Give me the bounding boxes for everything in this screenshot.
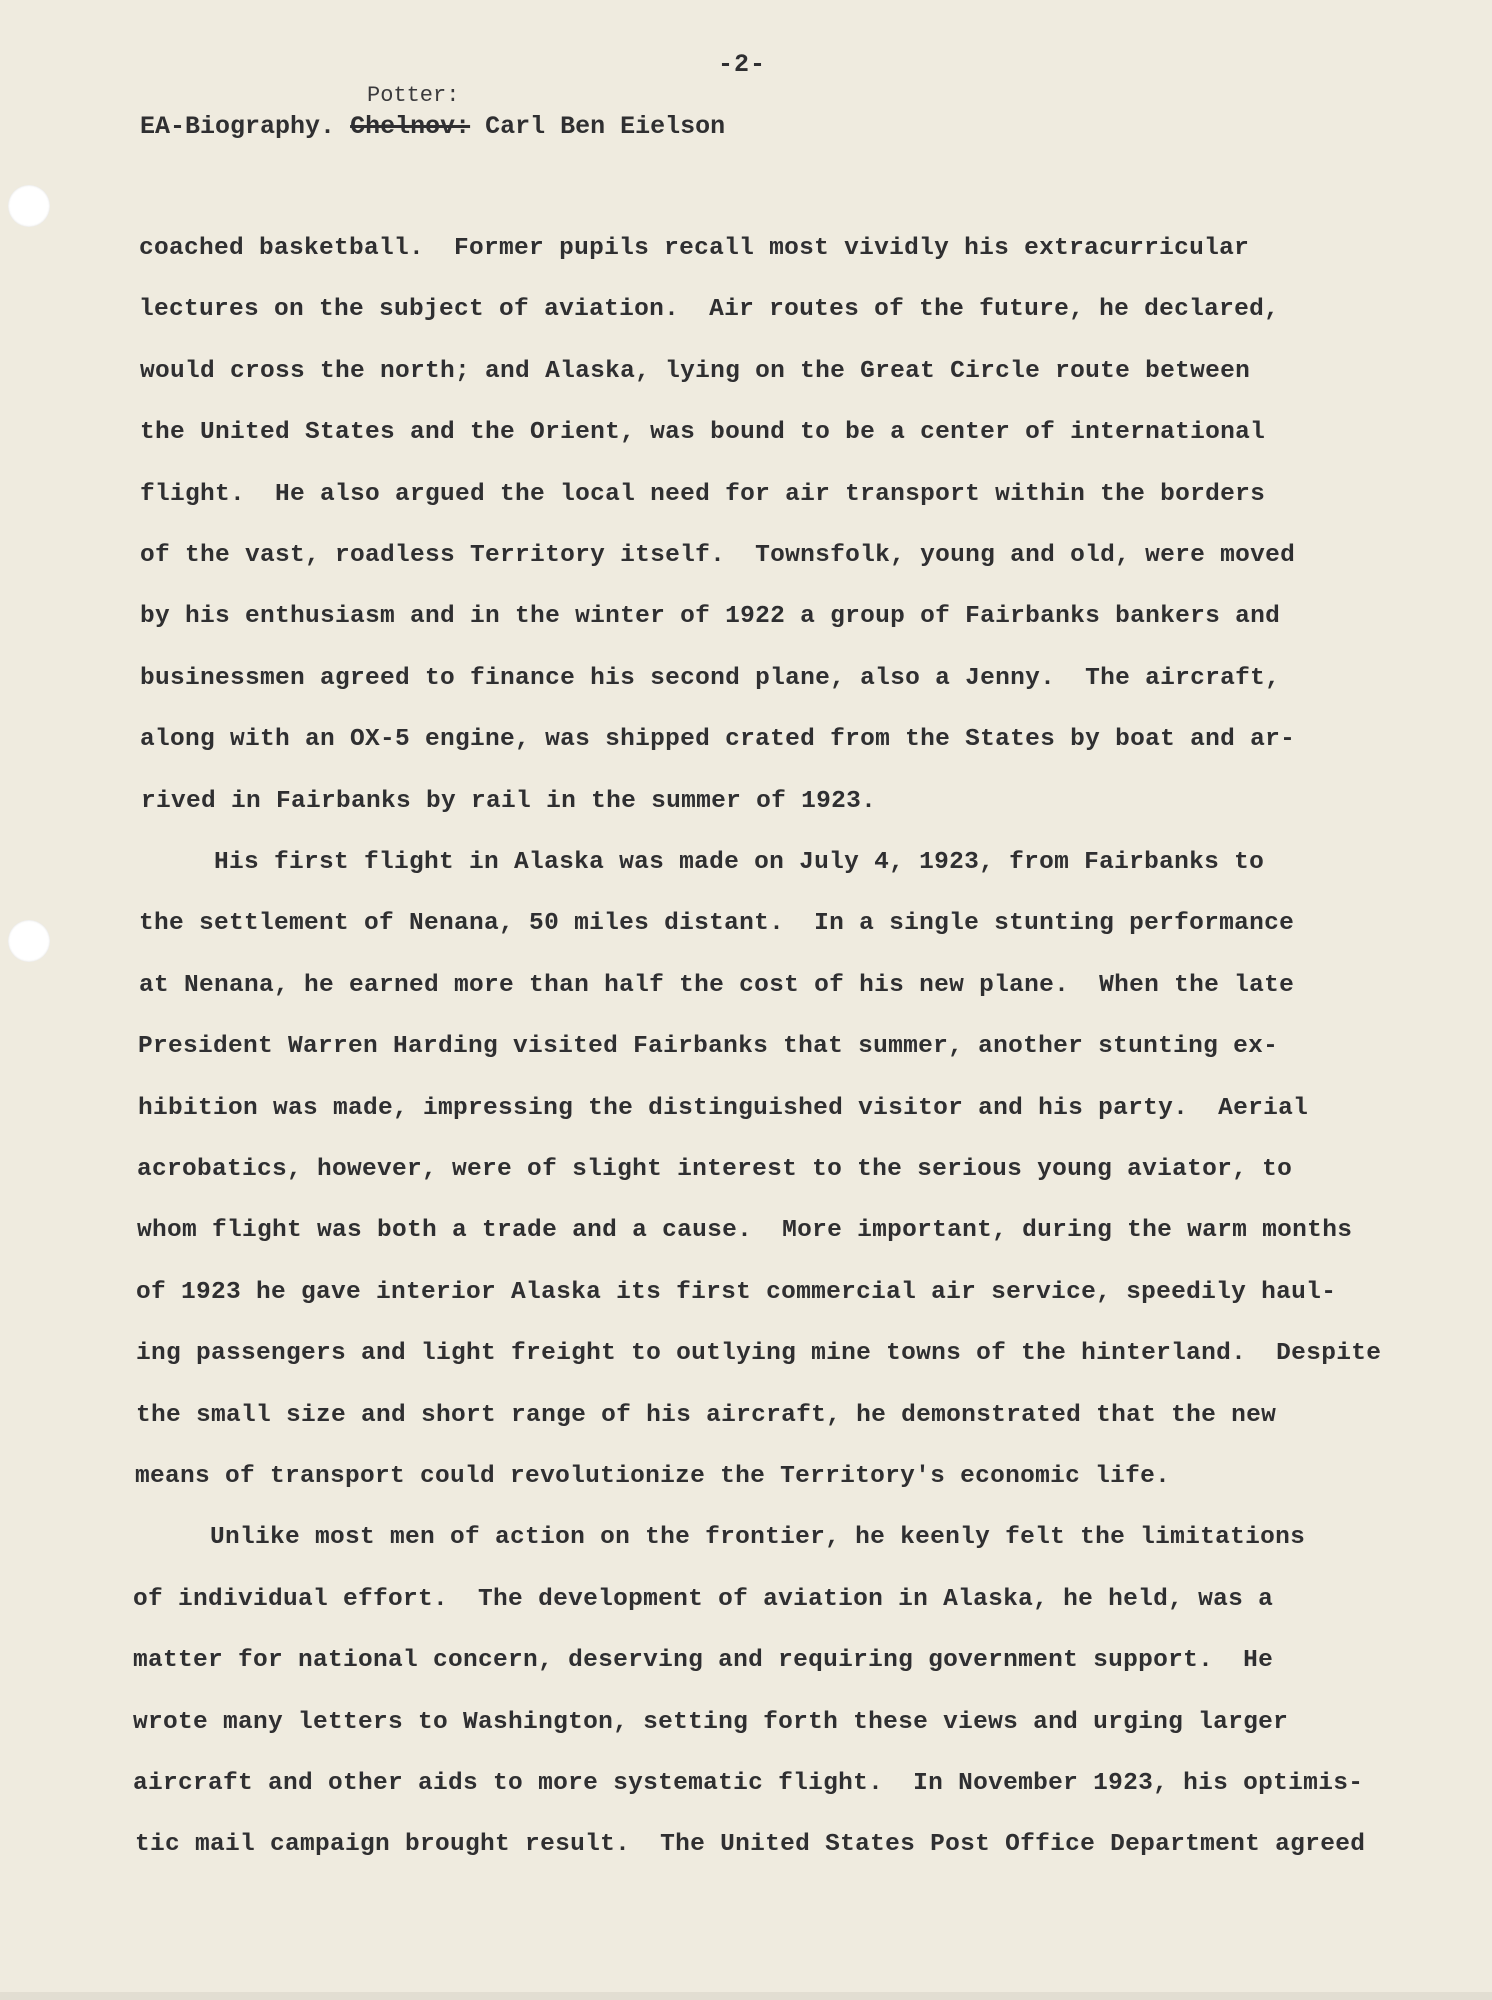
header-subject: Carl Ben Eielson [485,112,726,141]
text-line: wrote many letters to Washington, setting forth these views and urging larger [133,1708,1289,1736]
text-line: the settlement of Nenana, 50 miles distant. In a single stunting performance [139,910,1295,938]
text-line: coached basketball. Former pupils recall most vividly his extracurricular [139,235,1250,262]
text-line: at Nenana, he earned more than half the cost of his new plane. When the late [139,971,1295,999]
text-line: would cross the north; and Alaska, lying on the Great Circle route between [140,357,1251,385]
text-line: His first flight in Alaska was made on July 4, 1923, from Fairbanks to [139,849,1265,876]
header-prefix: EA-Biography. [140,112,336,141]
punch-hole-top [8,185,50,227]
text-line: of 1923 he gave interior Alaska its first commercial air service, speedily haul- [136,1278,1337,1306]
text-line: the United States and the Orient, was bound to be a center of international [140,419,1266,447]
punch-hole-middle [8,920,50,962]
text-line: lectures on the subject of aviation. Air routes of the future, he declared, [139,296,1280,324]
text-line: businessmen agreed to finance his second plane, also a Jenny. The aircraft, [140,664,1281,692]
text-line: Unlike most men of action on the frontier, he keenly felt the limitations [135,1524,1306,1552]
text-line: matter for national concern, deserving and requiring government support. He [133,1647,1274,1675]
text-line: of the vast, roadless Territory itself. Townsfolk, young and old, were moved [140,542,1296,569]
text-line: rived in Fairbanks by rail in the summer of 1923. [141,787,877,815]
text-line: President Warren Harding visited Fairbanks that summer, another stunting ex- [138,1033,1279,1061]
text-line: whom flight was both a trade and a cause. More important, during the warm months [137,1217,1353,1245]
text-line: hibition was made, impressing the distinguished visitor and his party. Aerial [138,1094,1309,1122]
page-bottom-edge [0,1992,1492,2000]
text-line: acrobatics, however, were of slight interest to the serious young aviator, to [137,1156,1293,1183]
document-header [140,112,725,141]
page-number: -2- [718,50,767,79]
handwritten-annotation: Potter: [367,83,460,108]
text-line: tic mail campaign brought result. The United States Post Office Department agreed [135,1831,1366,1859]
text-line: aircraft and other aids to more systematic flight. In November 1923, his optimis- [133,1770,1364,1797]
text-line: by his enthusiasm and in the winter of 1922 a group of Fairbanks bankers and [140,603,1281,631]
text-line: flight. He also argued the local need for air transport within the borders [140,480,1266,508]
header-struck-name: Chelnov: [350,112,471,141]
text-line: along with an OX-5 engine, was shipped crated from the States by boat and ar- [140,726,1296,754]
text-line: of individual effort. The development of aviation in Alaska, he held, was a [133,1585,1274,1613]
text-line: ing passengers and light freight to outlying mine towns of the hinterland. Despite [136,1340,1382,1368]
text-line: the small size and short range of his aircraft, he demonstrated that the new [136,1401,1277,1429]
text-line: means of transport could revolutionize the Territory's economic life. [135,1463,1171,1490]
